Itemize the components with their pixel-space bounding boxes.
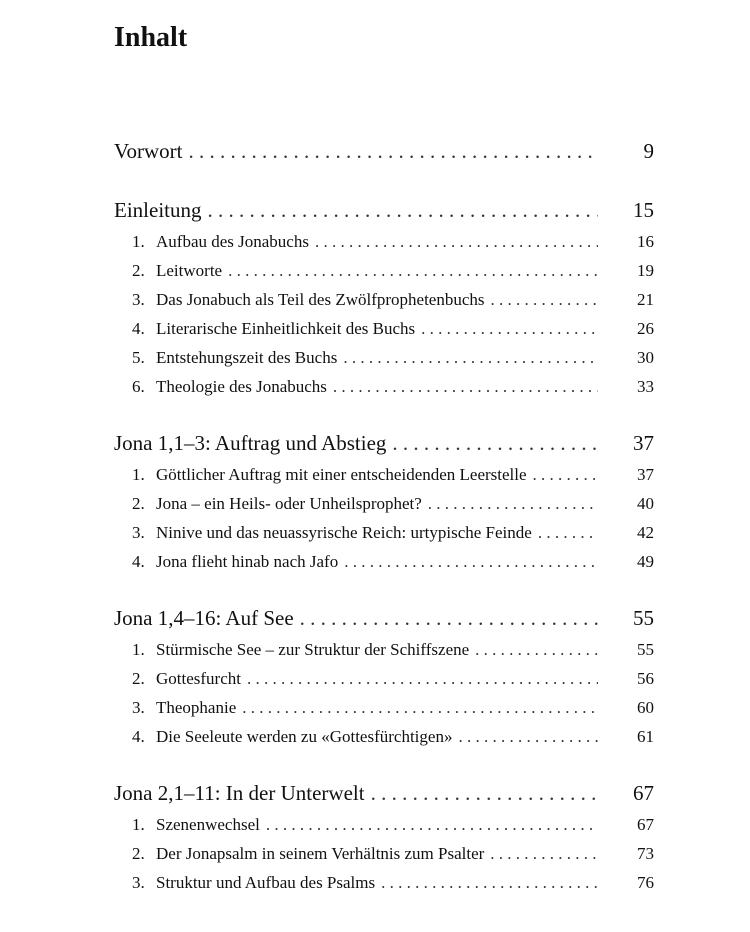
toc-chapter-entry[interactable] <box>114 776 654 810</box>
dot-leader <box>392 426 598 460</box>
toc-subsection-entry[interactable] <box>114 547 654 576</box>
chapter-page-number: 37 <box>633 431 654 455</box>
dot-leader <box>421 314 598 343</box>
dot-leader <box>371 776 598 810</box>
dot-leader <box>247 664 598 693</box>
subsection-title: Leitworte <box>156 261 223 280</box>
dot-leader <box>491 285 598 314</box>
subsection-number: 3. <box>132 698 145 717</box>
toc-subsection-entry[interactable] <box>114 722 654 751</box>
subsection-title: Theophanie <box>156 698 237 717</box>
dot-leader <box>315 227 598 256</box>
dot-leader <box>490 839 598 868</box>
toc-subsection-entry[interactable] <box>114 810 654 839</box>
subsection-title: Theologie des Jonabuchs <box>156 377 327 396</box>
toc-subsection-entry[interactable] <box>114 285 654 314</box>
subsection-number: 1. <box>132 815 145 834</box>
subsection-page-number: 56 <box>637 669 654 688</box>
subsection-title: Das Jonabuch als Teil des Zwölfprophetenbuchs <box>156 290 485 309</box>
chapter-page-number: 9 <box>643 139 654 163</box>
dot-leader <box>428 489 598 518</box>
subsection-number: 4. <box>132 319 145 338</box>
toc-subsection-entry[interactable] <box>114 314 654 343</box>
chapter-title: Jona 1,4–16: Auf See <box>114 606 294 630</box>
dot-leader <box>300 601 598 635</box>
subsection-page-number: 21 <box>637 290 654 309</box>
dot-leader <box>381 868 598 897</box>
subsection-page-number: 49 <box>637 552 654 571</box>
subsection-page-number: 30 <box>637 348 654 367</box>
chapter-page-number: 55 <box>633 606 654 630</box>
subsection-title: Die Seeleute werden zu «Gottesfürchtigen» <box>156 727 453 746</box>
subsection-title: Struktur und Aufbau des Psalms <box>156 873 376 892</box>
toc-section <box>114 426 654 576</box>
subsection-number: 1. <box>132 640 145 659</box>
toc-subsection-entry[interactable] <box>114 343 654 372</box>
chapter-title: Vorwort <box>114 139 183 163</box>
subsection-title: Aufbau des Jonabuchs <box>156 232 309 251</box>
subsection-title: Stürmische See – zur Struktur der Schiffszene <box>156 640 470 659</box>
dot-leader <box>475 635 598 664</box>
subsection-title: Entstehungszeit des Buchs <box>156 348 338 367</box>
chapter-title: Jona 1,1–3: Auftrag und Abstieg <box>114 431 387 455</box>
toc-subsection-entry[interactable] <box>114 227 654 256</box>
subsection-number: 1. <box>132 465 145 484</box>
subsection-number: 2. <box>132 494 145 513</box>
subsection-title: Der Jonapsalm in seinem Verhältnis zum Psalter <box>156 844 485 863</box>
subsection-number: 2. <box>132 261 145 280</box>
subsection-number: 5. <box>132 348 145 367</box>
subsection-number: 2. <box>132 669 145 688</box>
toc-subsection-entry[interactable] <box>114 518 654 547</box>
subsection-number: 4. <box>132 727 145 746</box>
chapter-title: Einleitung <box>114 198 202 222</box>
chapter-page-number: 67 <box>633 781 654 805</box>
toc-subsection-entry[interactable] <box>114 868 654 897</box>
dot-leader <box>344 547 598 576</box>
subsection-page-number: 67 <box>637 815 654 834</box>
page-title: Inhalt <box>114 22 188 53</box>
dot-leader <box>228 256 598 285</box>
dot-leader <box>242 693 598 722</box>
table-of-contents <box>114 134 654 922</box>
dot-leader <box>188 134 598 168</box>
toc-chapter-entry[interactable] <box>114 426 654 460</box>
subsection-page-number: 26 <box>637 319 654 338</box>
toc-chapter-entry[interactable] <box>114 601 654 635</box>
subsection-page-number: 73 <box>637 844 654 863</box>
chapter-title: Jona 2,1–11: In der Unterwelt <box>114 781 365 805</box>
subsection-number: 3. <box>132 873 145 892</box>
subsection-title: Szenenwechsel <box>156 815 260 834</box>
subsection-page-number: 33 <box>637 377 654 396</box>
subsection-number: 1. <box>132 232 145 251</box>
toc-subsection-entry[interactable] <box>114 460 654 489</box>
dot-leader <box>343 343 598 372</box>
toc-section <box>114 601 654 751</box>
toc-subsection-entry[interactable] <box>114 256 654 285</box>
subsection-number: 3. <box>132 523 145 542</box>
subsection-number: 4. <box>132 552 145 571</box>
toc-section <box>114 134 654 168</box>
subsection-page-number: 61 <box>637 727 654 746</box>
dot-leader <box>458 722 598 751</box>
toc-chapter-entry[interactable] <box>114 193 654 227</box>
subsection-page-number: 76 <box>637 873 654 892</box>
subsection-number: 6. <box>132 377 145 396</box>
subsection-page-number: 55 <box>637 640 654 659</box>
dot-leader <box>538 518 598 547</box>
chapter-page-number: 15 <box>633 198 654 222</box>
dot-leader <box>208 193 599 227</box>
subsection-page-number: 16 <box>637 232 654 251</box>
toc-subsection-entry[interactable] <box>114 372 654 401</box>
dot-leader <box>533 460 598 489</box>
toc-subsection-entry[interactable] <box>114 635 654 664</box>
subsection-title: Göttlicher Auftrag mit einer entscheidenden Leerstelle <box>156 465 527 484</box>
subsection-page-number: 60 <box>637 698 654 717</box>
subsection-title: Literarische Einheitlichkeit des Buchs <box>156 319 416 338</box>
toc-subsection-entry[interactable] <box>114 489 654 518</box>
subsection-number: 3. <box>132 290 145 309</box>
subsection-number: 2. <box>132 844 145 863</box>
dot-leader <box>266 810 598 839</box>
toc-chapter-entry[interactable] <box>114 134 654 168</box>
subsection-title: Jona – ein Heils- oder Unheilsprophet? <box>156 494 422 513</box>
subsection-page-number: 40 <box>637 494 654 513</box>
subsection-page-number: 42 <box>637 523 654 542</box>
subsection-title: Ninive und das neuassyrische Reich: urtypische Feinde <box>156 523 532 542</box>
toc-subsection-entry[interactable] <box>114 664 654 693</box>
toc-section <box>114 776 654 897</box>
toc-subsection-entry[interactable] <box>114 693 654 722</box>
dot-leader <box>333 372 598 401</box>
toc-subsection-entry[interactable] <box>114 839 654 868</box>
subsection-title: Jona flieht hinab nach Jafo <box>156 552 339 571</box>
subsection-page-number: 37 <box>637 465 654 484</box>
subsection-page-number: 19 <box>637 261 654 280</box>
toc-section <box>114 193 654 401</box>
subsection-title: Gottesfurcht <box>156 669 241 688</box>
